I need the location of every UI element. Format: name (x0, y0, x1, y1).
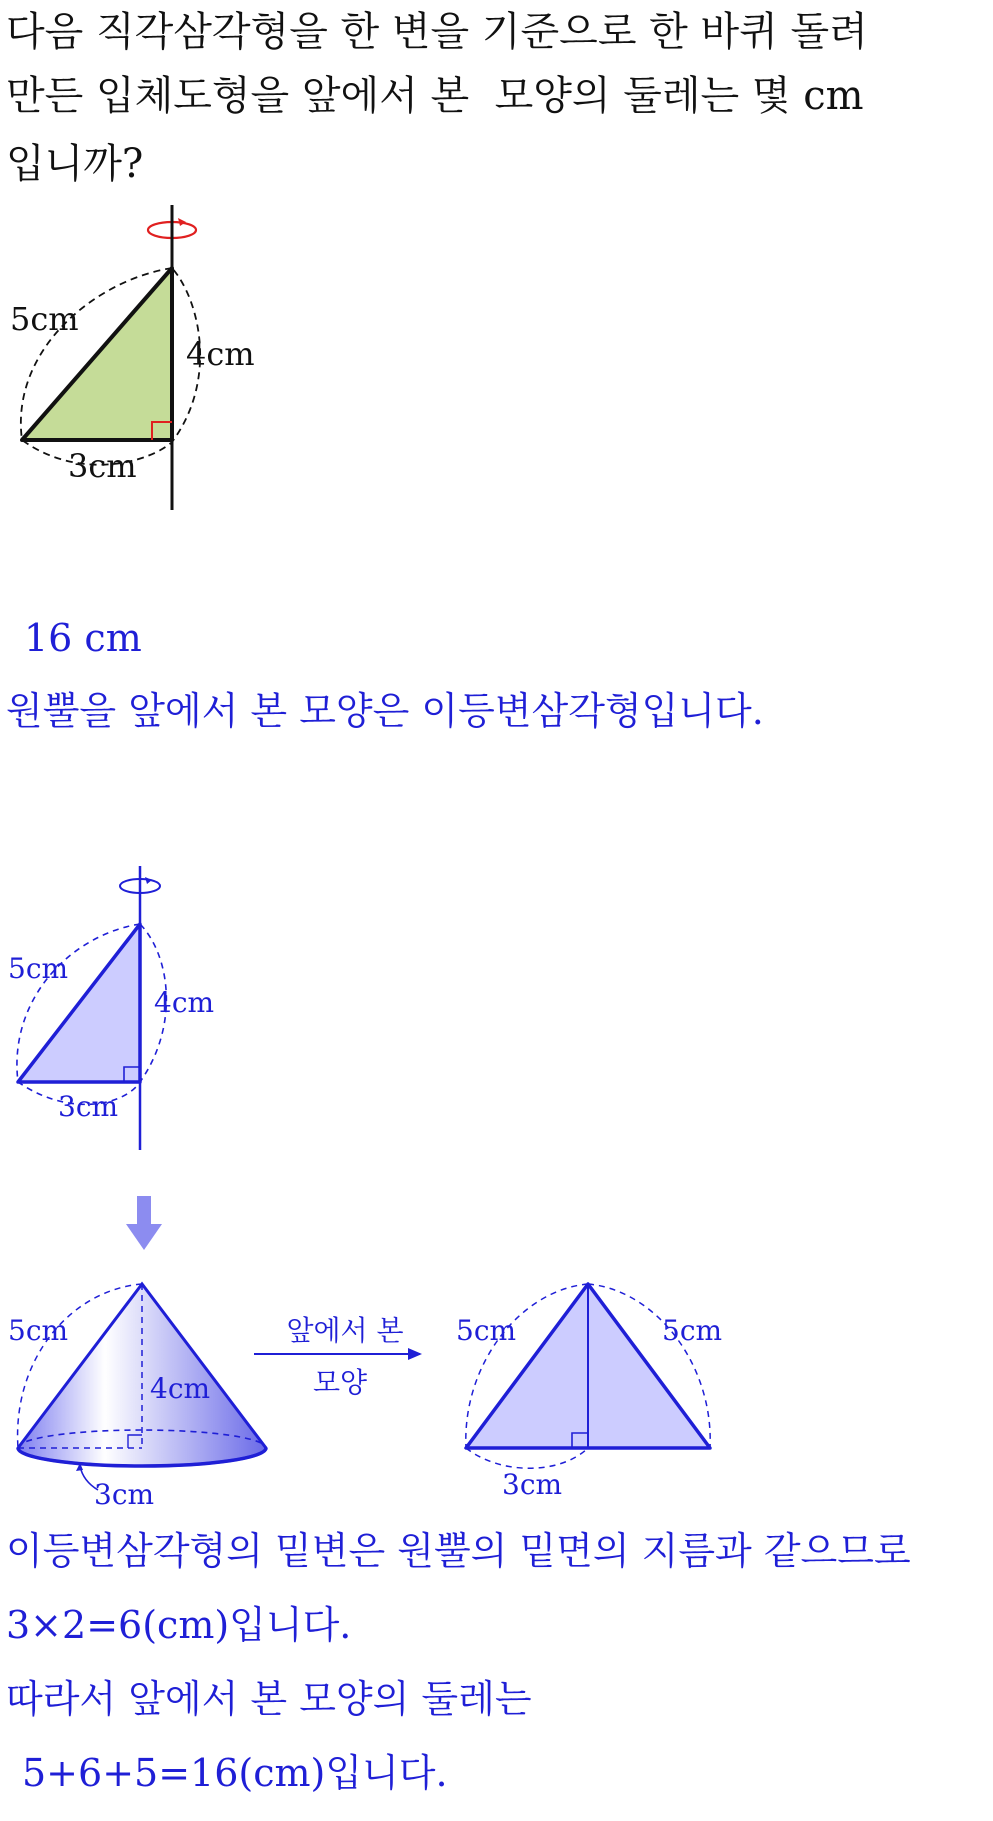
arrow-caption-line-1: 앞에서 본 (286, 1314, 404, 1347)
half-base-dashed-arc (466, 1448, 588, 1468)
base-label: 3cm (58, 1090, 119, 1123)
answer-value: 16 cm (24, 616, 142, 660)
question-line-3: 입니까? (6, 141, 144, 187)
left-side-label: 5cm (456, 1314, 517, 1347)
right-triangle (18, 924, 140, 1082)
explanation-line-2: 3×2=6(cm)입니다. (6, 1603, 352, 1647)
radius-label: 3cm (94, 1478, 155, 1511)
right-side-label: 5cm (662, 1314, 723, 1347)
base-label: 3cm (68, 447, 137, 485)
explanation-line-3: 따라서 앞에서 본 모양의 둘레는 (6, 1677, 532, 1721)
right-arrow-icon (408, 1348, 422, 1360)
slant-label: 5cm (8, 1314, 69, 1347)
height-label: 4cm (186, 335, 255, 373)
hyp-label: 5cm (10, 300, 79, 338)
figure-right-triangle-rotation (0, 200, 300, 530)
right-triangle (22, 268, 172, 440)
hyp-label: 5cm (8, 952, 69, 985)
answer-line-1: 원뿔을 앞에서 본 모양은 이등변삼각형입니다. (6, 689, 764, 733)
explanation-line-4: 5+6+5=16(cm)입니다. (22, 1751, 448, 1795)
arrow-caption-line-2: 모양 (312, 1366, 368, 1399)
question-line-2: 만든 입체도형을 앞에서 본 모양의 둘레는 몇 cm (6, 73, 864, 119)
figure-cone (0, 1270, 290, 1510)
figure-front-view-triangle (440, 1270, 740, 1500)
half-base-label: 3cm (502, 1468, 563, 1501)
height-label: 4cm (154, 986, 215, 1019)
front-view-arrow (250, 1310, 440, 1400)
question-line-1: 다음 직각삼각형을 한 변을 기준으로 한 바퀴 돌려 (6, 9, 868, 55)
down-arrow-icon (124, 1196, 164, 1252)
figure-blue-triangle-rotation (0, 860, 260, 1160)
explanation-line-1: 이등변삼각형의 밑변은 원뿔의 밑면의 지름과 같으므로 (6, 1529, 911, 1573)
height-label: 4cm (150, 1372, 211, 1405)
